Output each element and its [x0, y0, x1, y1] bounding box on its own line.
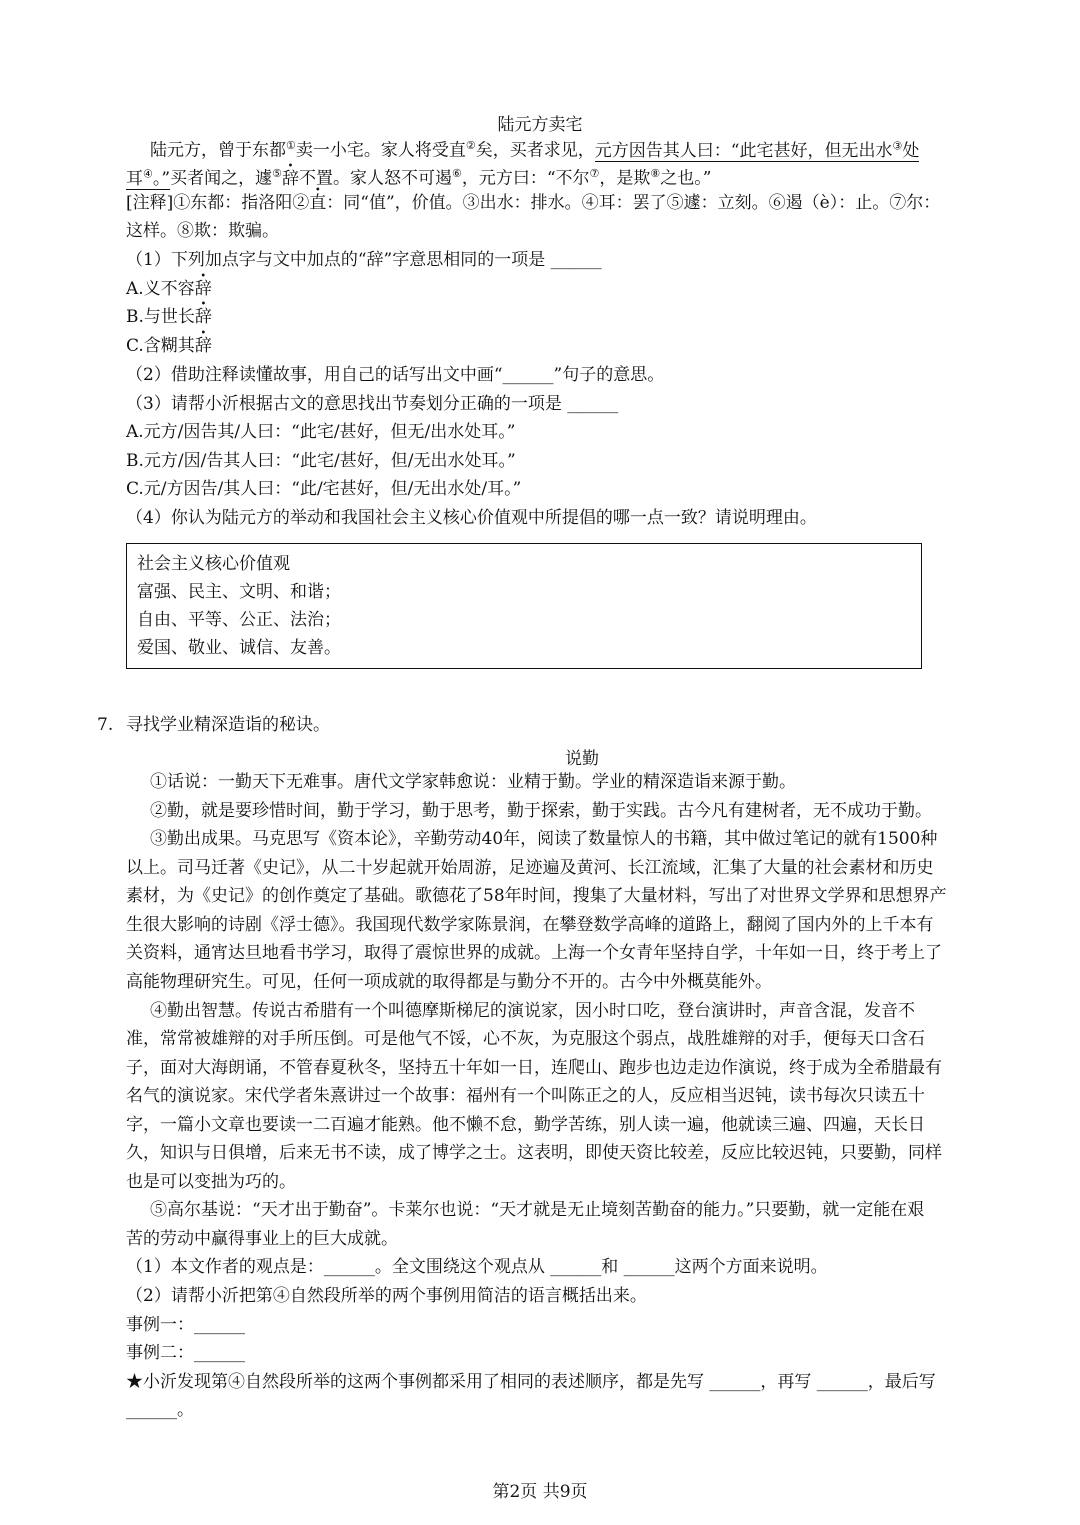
- footnote-marker: ①: [286, 139, 296, 152]
- footnote-marker: ⑥: [451, 167, 462, 180]
- q7-example-2: 事例二：______: [126, 1343, 245, 1363]
- essay-p3-line: 素材，为《史记》的创作奠定了基础。歌德花了58年时间，搜集了大量材料，写出了对世界文学界和思想界产: [126, 886, 947, 906]
- q7-star-question: ★小沂发现第④自然段所举的这两个事例都采用了相同的表述顺序，都是先写 ______，再写 ______，最后写: [126, 1372, 936, 1392]
- q7-sub-2: （2）请帮小沂把第④自然段所举的两个事例用简洁的语言概括出来。: [126, 1286, 647, 1306]
- note-line-1: [126, 189, 940, 217]
- box-heading: 社会主义核心价值观: [137, 554, 290, 574]
- q3-stem: （3）请帮小沂根据古文的意思找出节奏划分正确的一项是 ______: [126, 394, 619, 414]
- text: ，是欺: [599, 168, 651, 189]
- essay-p4-line: 子，面对大海朗诵，不管春夏秋冬，坚持五十年如一日，连爬山、跑步也边走边作演说，终于成为全希腊最有: [126, 1058, 942, 1078]
- text: 矣，买者求见，: [475, 140, 595, 161]
- q1-option-a: A.义不容辞: [126, 279, 212, 299]
- text: [注释]①东都：指洛阳②: [126, 193, 310, 213]
- q7-star-question-end: ______。: [126, 1400, 194, 1420]
- essay-p4-line: ④勤出智慧。传说古希腊有一个叫德摩斯梯尼的演说家，因小时口吃，登台演讲时，声音含混，发音不: [150, 1001, 915, 1021]
- essay-p5-line: ⑤高尔基说：“天才出于勤奋”。卡莱尔也说：“天才就是无止境刻苦勤奋的能力。”只要勤，就一定能在艰: [150, 1200, 925, 1220]
- q3-option-b: B.元方/因/告其人曰：“此宅/甚好，但/无出水处耳。”: [126, 451, 516, 471]
- dotted-char: 辞: [281, 168, 299, 189]
- passage-title: 陆元方卖宅: [497, 115, 583, 135]
- q1-option-c: C.含糊其辞: [126, 336, 212, 356]
- underlined-sentence-end: 耳④。”: [126, 167, 171, 189]
- box-line-2: 自由、平等、公正、法治；: [137, 610, 341, 630]
- essay-title: 说勤: [565, 749, 599, 769]
- essay-p3-line: 生很大影响的诗剧《浮士德》。我国现代数学家陈景润，在攀登数学高峰的道路上，翻阅了国内外的上千本有: [126, 915, 934, 935]
- footnote-marker: ⑧: [650, 167, 661, 180]
- note-line-2: 这样。⑧欺：欺骗。: [126, 221, 279, 241]
- q7-sub-1: （1）本文作者的观点是：______。全文围绕这个观点从 ______和 ______这两个方面来说明。: [126, 1257, 828, 1277]
- passage-line-2: [126, 160, 711, 193]
- box-line-1: 富强、民主、文明、和谐；: [137, 582, 341, 602]
- dotted-char: 直: [309, 193, 327, 213]
- q3-option-a: A.元方/因告其/人曰：“此宅/甚好，但无/出水处耳。”: [126, 422, 516, 442]
- text: ，元方曰：“不尔: [461, 168, 590, 189]
- essay-p4-line: 名气的演说家。宋代学者朱熹讲过一个故事：福州有一个叫陈正之的人，反应相当迟钝，读书每次只读五十: [126, 1086, 925, 1106]
- q7-example-1: 事例一：______: [126, 1315, 245, 1335]
- page-footer: 第2页 共9页: [492, 1482, 588, 1502]
- essay-p4-line: 准，常常被雄辩的对手所压倒。可是他气不馁，心不灰，为克服这个弱点，战胜雄辩的对手，便每天口含石: [126, 1029, 925, 1049]
- essay-p5-line: 苦的劳动中赢得事业上的巨大成就。: [126, 1229, 398, 1249]
- text: ：同“值”，价值。③出水：排水。④耳：罢了⑤遽：立刻。⑥遏（è）：止。⑦尔：: [326, 193, 941, 213]
- essay-p4-line: 久，知识与日俱增，后来无书不读，成了博学之士。这表明，即使天资比较差，反应比较迟钝，只要勤，同样: [126, 1143, 942, 1163]
- text: 陆元方，曾于东都: [150, 140, 286, 161]
- essay-p3-line: ③勤出成果。马克思写《资本论》，辛勤劳动40年，阅读了数量惊人的书籍，其中做过笔记的就有1500种: [150, 829, 938, 849]
- text: 之也。”: [660, 168, 712, 189]
- text: 卖一小宅。家人将受直: [295, 140, 466, 161]
- q4-stem: （4）你认为陆元方的举动和我国社会主义核心价值观中所提倡的哪一点一致？请说明理由。: [126, 508, 817, 528]
- essay-p1: ①话说：一勤天下无难事。唐代文学家韩愈说：业精于勤。学业的精深造诣来源于勤。: [150, 772, 796, 792]
- q2-stem: （2）借助注释读懂故事，用自己的话写出文中画“______”句子的意思。: [126, 365, 665, 385]
- box-line-3: 爱国、敬业、诚信、友善。: [137, 638, 341, 658]
- essay-p4-line: 字，一篇小文章也要读一二百遍才能熟。他不懒不怠，勤学苦练，别人读一遍，他就读三遍、四遍，天长日: [126, 1115, 925, 1135]
- essay-p3-line: 以上。司马迁著《史记》，从二十岁起就开始周游，足迹遍及黄河、长江流域，汇集了大量的社会素材和历史: [126, 858, 934, 878]
- q1-option-b: B.与世长辞: [126, 307, 212, 327]
- core-values-box: [126, 543, 922, 669]
- q3-option-c: C.元/方因告/其人曰：“此/宅甚好，但/无出水处/耳。”: [126, 479, 522, 499]
- footnote-marker: ②: [465, 139, 476, 152]
- question-7-intro: 寻找学业精深造诣的秘诀。: [126, 715, 330, 735]
- text: 买者闻之，遽: [170, 168, 273, 189]
- question-7-number: 7.: [97, 715, 114, 735]
- text: 不置。家人怒不可遏: [298, 168, 452, 189]
- essay-p3-line: 关资料，通宵达旦地看书学习，取得了震惊世界的成就。上海一个女青年坚持自学，十年如一日，终于考上了: [126, 943, 942, 963]
- essay-p2: ②勤，就是要珍惜时间，勤于学习，勤于思考，勤于探索，勤于实践。古今凡有建树者，无不成功于勤。: [150, 801, 932, 821]
- footnote-marker: ⑦: [589, 167, 600, 180]
- q1-stem: （1）下列加点字与文中加点的“辞”字意思相同的一项是 ______: [126, 250, 602, 270]
- underlined-sentence: 元方因告其人曰：“此宅甚好，但无出水③处: [594, 139, 920, 161]
- essay-p4-line: 也是可以变拙为巧的。: [126, 1172, 296, 1192]
- essay-p3-line: 高能物理研究生。可见，任何一项成就的取得都是与勤分不开的。古今中外概莫能外。: [126, 972, 772, 992]
- footnote-marker: ⑤: [272, 167, 282, 180]
